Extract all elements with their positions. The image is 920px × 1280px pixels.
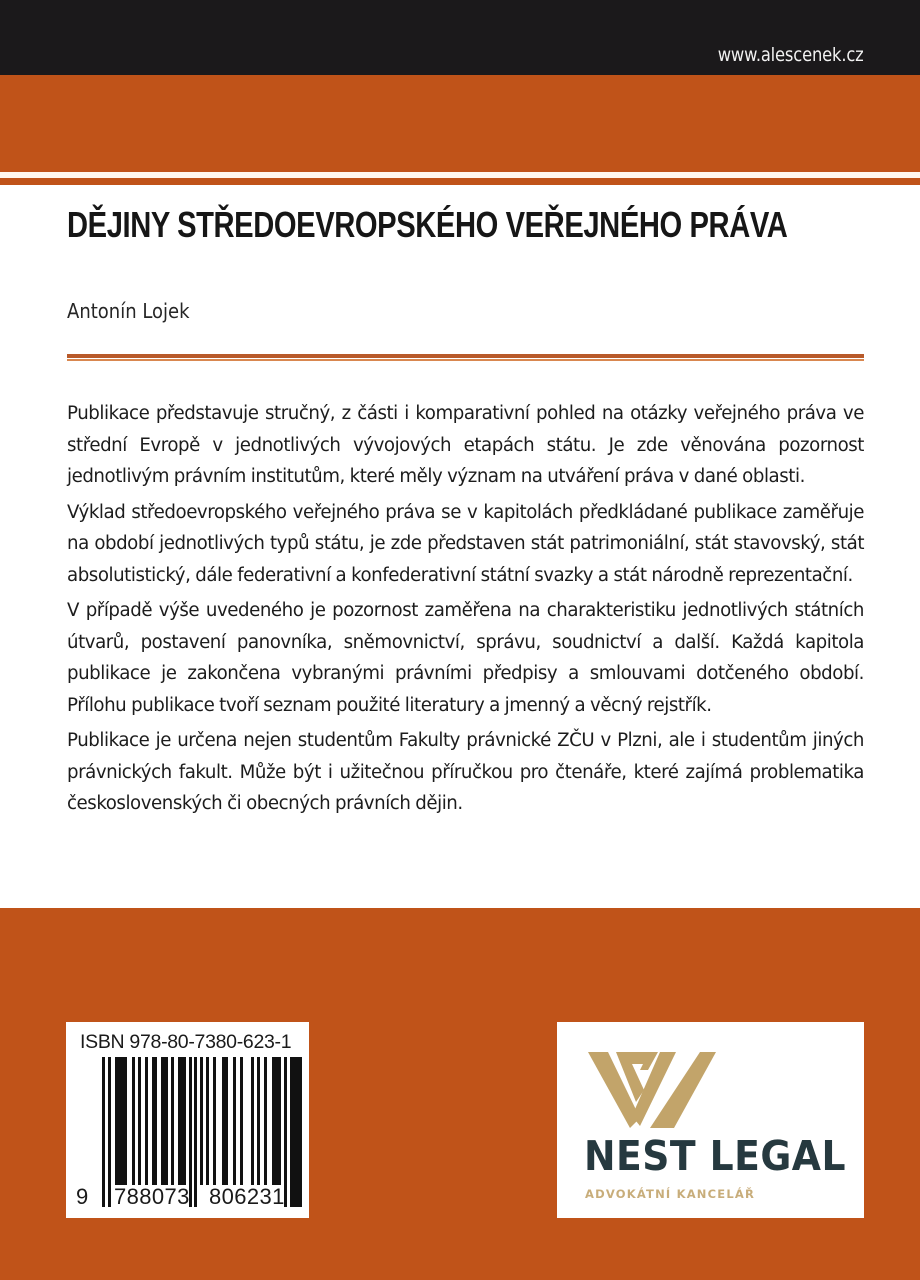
website-url: www.alescenek.cz [718,44,864,66]
sponsor-name: NEST LEGAL [584,1132,846,1180]
book-title: DĚJINY STŘEDOEVROPSKÉHO VEŘEJNÉHO PRÁVA [67,204,788,245]
description-paragraph: Publikace je určena nejen studentům Fakulty právnické ZČU v Plzni, ale i studentům jiných právnických fakult. Může být i užitečnou příručkou pro čtenáře, které zajímá problematika československých či obecných právních dějin. [67,730,864,814]
description-paragraph: V případě výše uvedeného je pozornost zaměřena na charakteristiku jednotlivých státních útvarů, postavení panovníka, sněmovnictví, správu, soudnictví a další. Každá kapitola publikace je zakončena vybranými právními předpisy a smlouvami dotčeného období. Přílohu publikace tvoří seznam použité literatury a jmenný a věcný rejstřík. [67,600,864,716]
header-stripe-orange [0,178,920,185]
isbn-barcode-box [66,1022,309,1218]
barcode-digits-left: 788073 [114,1184,190,1209]
divider-line-thin [67,359,864,361]
header-orange-band [0,75,920,172]
book-description [67,398,864,824]
isbn-label: ISBN 978-80-7380-623-1 [80,1031,292,1053]
nest-legal-logo-box [557,1022,864,1218]
divider-line-thick [67,354,864,358]
description-paragraph: Publikace představuje stručný, z části i komparativní pohled na otázky veřejného práva ve střední Evropě v jednotlivých vývojových etapách státu. Je zde věnována pozornost jednotlivým právním institutům, které měly význam na utváření práva v dané oblasti. [67,403,864,487]
description-paragraph: Výklad středoevropského veřejného práva se v kapitolách předkládané publikace zaměřuje na období jednotlivých typů státu, je zde představen stát patrimoniální, stát stavovský, stát absolutistický, dále federativní a konfederativní státní svazky a stát národně reprezentační. [67,501,864,586]
sponsor-subtitle: ADVOKÁTNÍ KANCELÁŘ [585,1187,756,1201]
top-bar [0,0,920,75]
divider-rule [67,354,864,361]
barcode-digits-right: 806231 [209,1184,285,1209]
barcode-digit-first: 9 [76,1184,89,1209]
book-author: Antonín Lojek [67,299,190,323]
nest-legal-logo-mark-icon [588,1040,718,1128]
